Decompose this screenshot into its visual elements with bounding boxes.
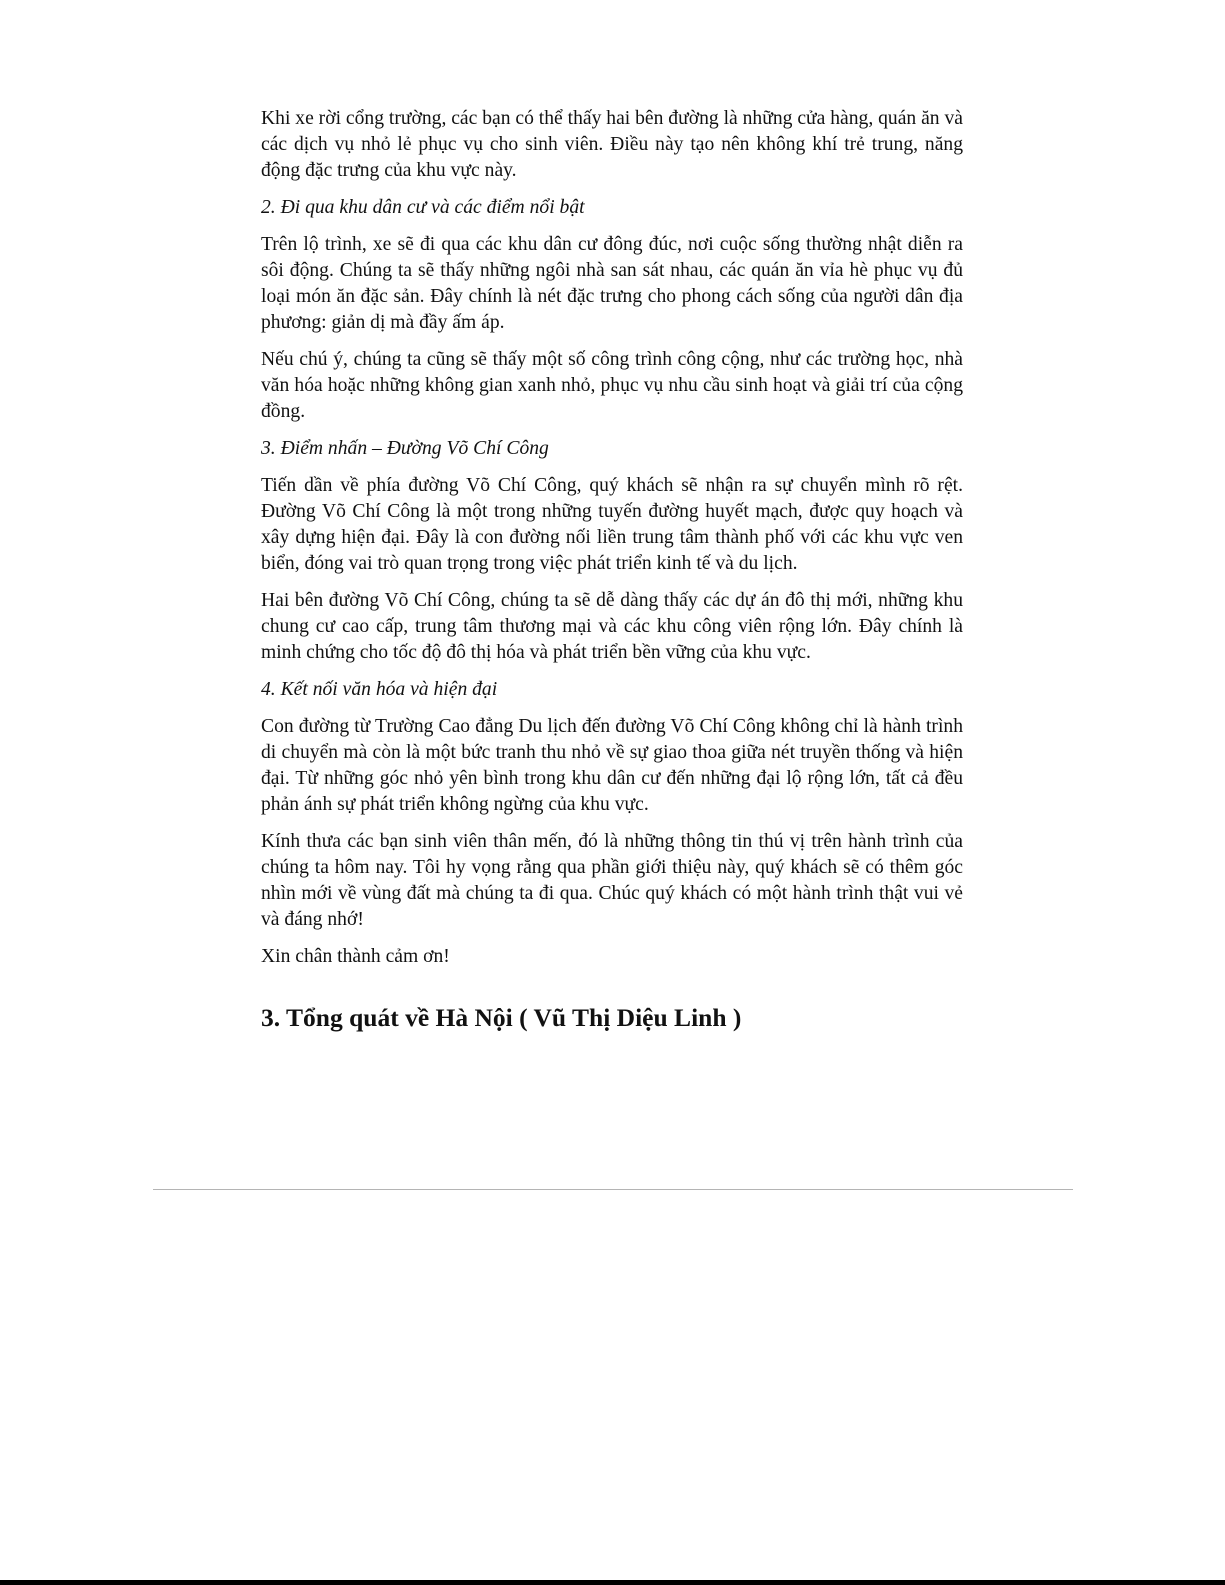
paragraph-vo-chi-cong-road: Tiến dần về phía đường Võ Chí Công, quý khách sẽ nhận ra sự chuyển mình rõ rệt. Đường Võ Chí Công là một trong những tuyến đường huyết mạch, được quy hoạch và xây dựng hiện đại. Đây là con đường nối liền trung tâm thành phố với các khu vực ven biển, đóng vai trò quan trọng trong việc phát triển kinh tế và du lịch. [261,475,963,574]
paragraph-public-works: Nếu chú ý, chúng ta cũng sẽ thấy một số công trình công cộng, như các trường học, nhà văn hóa hoặc những không gian xanh nhỏ, phục vụ nhu cầu sinh hoạt và giải trí của cộng đồng. [261,349,963,422]
section-heading-ha-noi: 3. Tổng quát về Hà Nội ( Vũ Thị Diệu Linh ) [261,1003,742,1032]
subheading-vo-chi-cong: 3. Điểm nhấn – Đường Võ Chí Công [261,438,549,459]
paragraph-urban-projects: Hai bên đường Võ Chí Công, chúng ta sẽ dễ dàng thấy các dự án đô thị mới, những khu chung cư cao cấp, trung tâm thương mại và các khu công viên rộng lớn. Đây chính là minh chứng cho tốc độ đô thị hóa và phát triển bền vững của khu vực. [261,590,963,663]
paragraph-thank-you: Xin chân thành cảm ơn! [261,946,450,967]
bottom-edge-bar [0,1580,1225,1585]
subheading-culture-modern: 4. Kết nối văn hóa và hiện đại [261,679,498,700]
paragraph-leaving-campus: Khi xe rời cổng trường, các bạn có thể thấy hai bên đường là những cửa hàng, quán ăn và các dịch vụ nhỏ lẻ phục vụ cho sinh viên. Điều này tạo nên không khí trẻ trung, năng động đặc trưng của khu vực này. [261,108,963,181]
page-divider [153,1189,1073,1190]
paragraph-residential-life: Trên lộ trình, xe sẽ đi qua các khu dân cư đông đúc, nơi cuộc sống thường nhật diễn ra sôi động. Chúng ta sẽ thấy những ngôi nhà san sát nhau, các quán ăn vỉa hè phục vụ đủ loại món ăn đặc sản. Đây chính là nét đặc trưng cho phong cách sống của người dân địa phương: giản dị mà đầy ấm áp. [261,234,963,333]
paragraph-closing-remarks: Kính thưa các bạn sinh viên thân mến, đó là những thông tin thú vị trên hành trình của chúng ta hôm nay. Tôi hy vọng rằng qua phần giới thiệu này, quý khách sẽ có thêm góc nhìn mới về vùng đất mà chúng ta đi qua. Chúc quý khách có một hành trình thật vui vẻ và đáng nhớ! [261,831,963,930]
subheading-residential-area: 2. Đi qua khu dân cư và các điểm nổi bật [261,197,585,218]
paragraph-journey-picture: Con đường từ Trường Cao đẳng Du lịch đến đường Võ Chí Công không chỉ là hành trình di chuyển mà còn là một bức tranh thu nhỏ về sự giao thoa giữa nét truyền thống và hiện đại. Từ những góc nhỏ yên bình trong khu dân cư đến những đại lộ rộng lớn, tất cả đều phản ánh sự phát triển không ngừng của khu vực. [261,716,963,815]
document-page [261,106,963,1034]
